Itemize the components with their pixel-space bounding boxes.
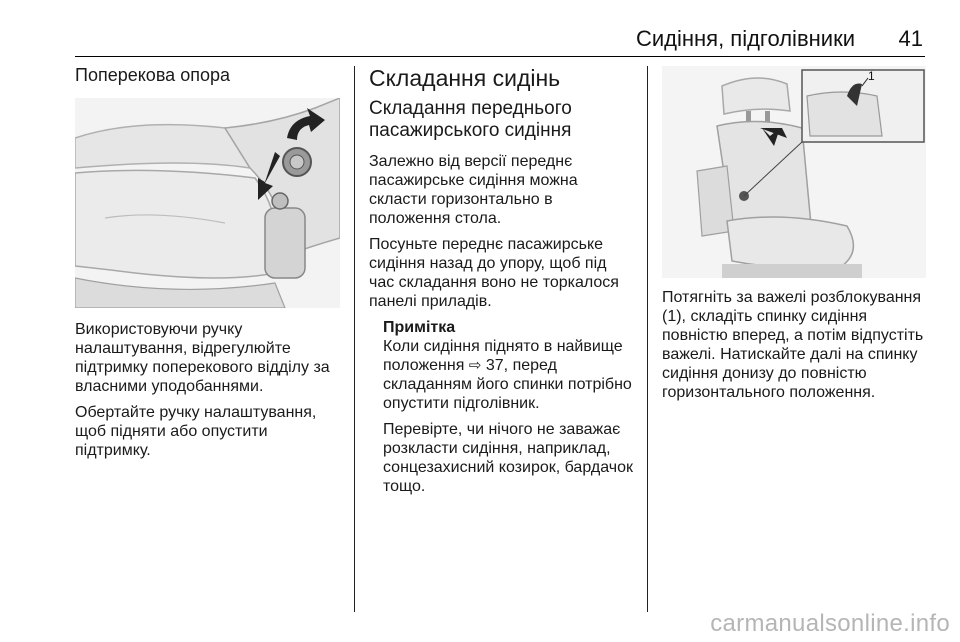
lumbar-heading: Поперекова опора <box>75 65 230 85</box>
front-passenger-subheading: Складання переднього пасажирського сидіння <box>369 98 572 141</box>
right-column <box>662 66 926 409</box>
note-para-2: Перевірте, чи нічого не заважає розкласти сидіння, наприклад, сонцезахисний козирок, бардачок тощо. <box>383 421 633 495</box>
lumbar-para-1: Використовуючи ручку налаштування, відрегулюйте підтримку поперекового відділу за власними уподобаннями. <box>75 321 330 395</box>
fold-instructions: Потягніть за важелі розблокування (1), складіть спинку сидіння повністю вперед, а потім відпустіть важелі. Натискайте далі на спинку сидіння донизу до повністю горизонтального положення. <box>662 289 924 401</box>
folding-para-2: Посуньте переднє пасажирське сидіння назад до упору, щоб під час складання воно не торкалося панелі приладів. <box>369 236 619 310</box>
lumbar-support-illustration <box>75 98 340 308</box>
note-block <box>383 318 633 496</box>
column-divider-2 <box>647 66 648 612</box>
callout-label: 1 <box>868 69 875 83</box>
page-reference-icon: ⇨ <box>468 357 482 374</box>
seat-folding-illustration <box>662 66 926 278</box>
watermark: carmanualsonline.info <box>710 610 950 637</box>
page-reference-link[interactable]: 37, перед складанням його спинки потрібно опустити підголівник. <box>383 357 632 412</box>
folding-para-1: Залежно від версії переднє пасажирське сидіння можна скласти горизонтально в положення стола. <box>369 153 578 227</box>
column-divider-1 <box>354 66 355 612</box>
left-column <box>75 64 340 467</box>
page-header <box>75 20 925 57</box>
note-para-1: Коли сидіння піднято в найвище положення ⇨ 37, перед складанням його спинки потрібно опустити підголівник. <box>383 338 632 412</box>
page-title: Сидіння, підголівники <box>635 26 855 51</box>
page-number: 41 <box>898 26 923 51</box>
middle-column <box>369 64 633 503</box>
note-title: Примітка <box>383 319 456 336</box>
lumbar-para-2: Обертайте ручку налаштування, щоб підняти або опустити підтримку. <box>75 404 317 459</box>
seat-folding-heading: Складання сидінь <box>369 65 561 91</box>
